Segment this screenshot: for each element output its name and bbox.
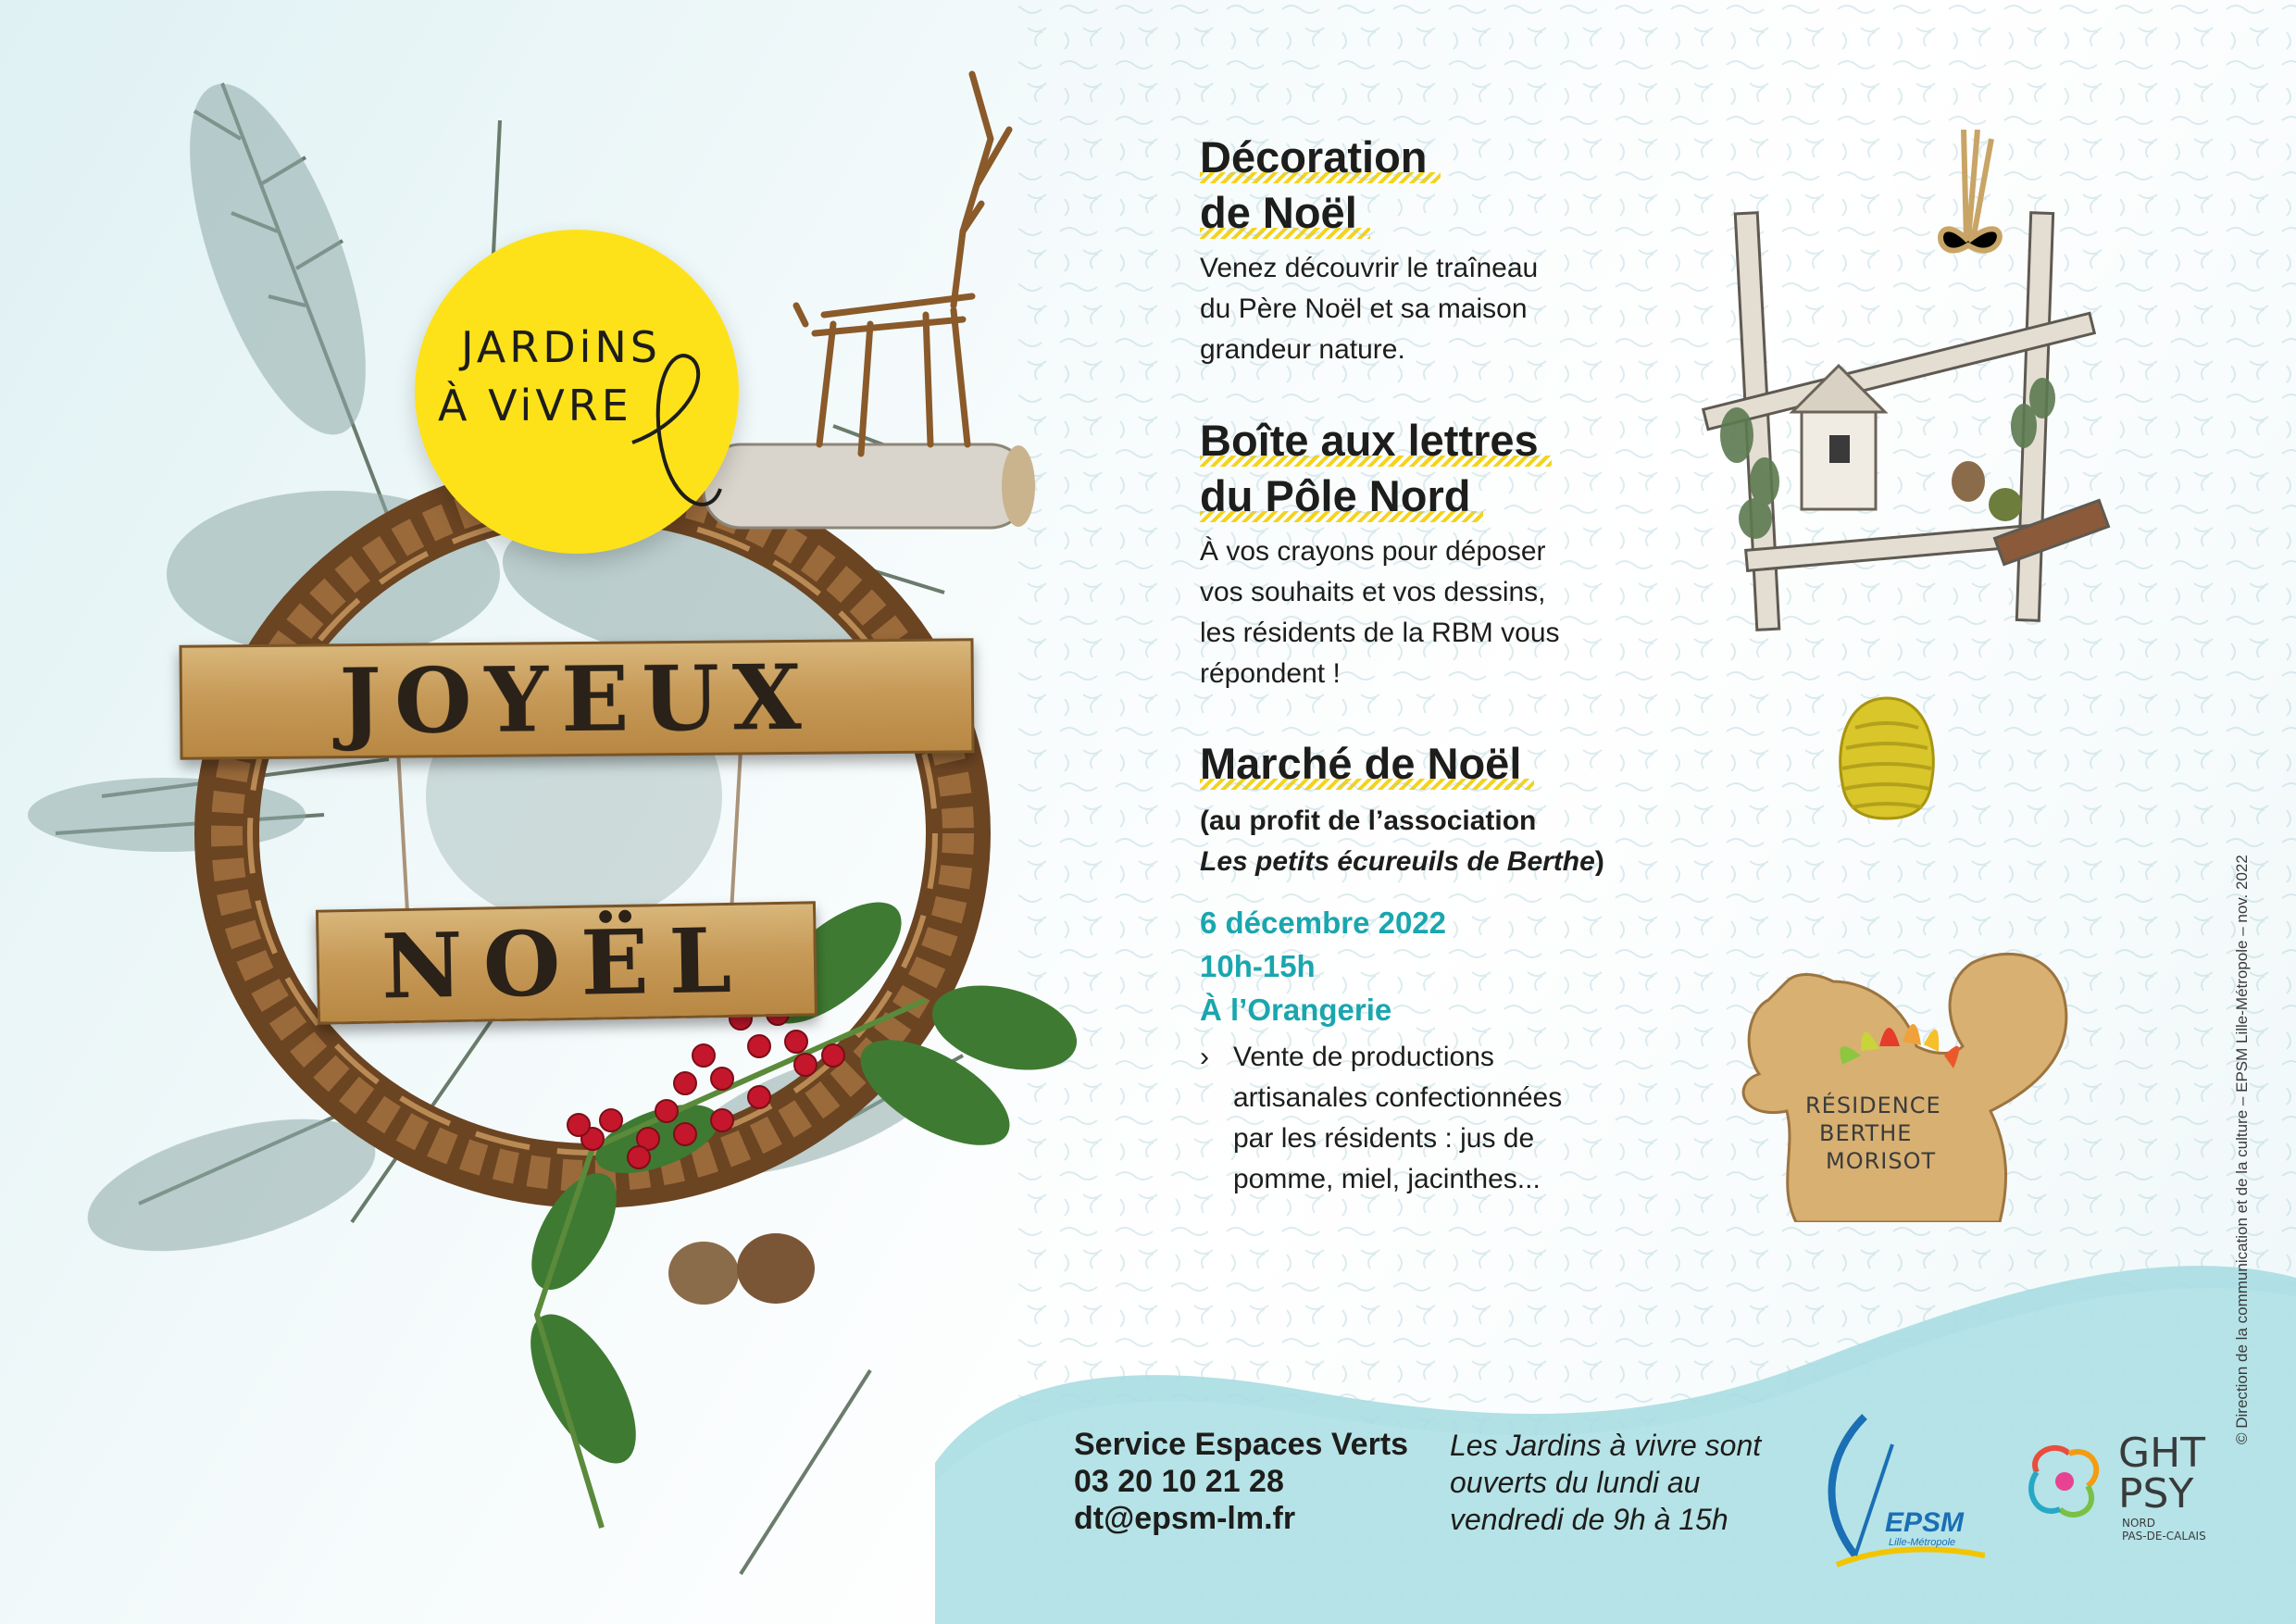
market-title xyxy=(1200,736,1718,792)
squirrel-sign-line3: MORISOT xyxy=(1826,1148,1937,1174)
epsm-logo-name: EPSM xyxy=(1885,1507,1965,1538)
logo-loop-icon xyxy=(628,341,730,526)
birch-frame-decoration xyxy=(1691,130,2111,648)
epsm-logo xyxy=(1800,1407,1985,1574)
squirrel-sign xyxy=(1731,944,2083,1222)
decoration-title xyxy=(1200,130,1718,241)
decoration-title-line1: Décoration xyxy=(1200,130,1428,185)
contact-email[interactable]: dt@epsm-lm.fr xyxy=(1074,1501,1296,1536)
epsm-swoosh-icon xyxy=(1800,1407,1985,1574)
squirrel-shape-icon xyxy=(1731,944,2083,1222)
market-title-text: Marché de Noël xyxy=(1200,736,1521,792)
hours-line: vendredi de 9h à 15h xyxy=(1450,1503,1728,1536)
mailbox-title-line1: Boîte aux lettres xyxy=(1200,413,1539,468)
decoration-body-line: grandeur nature. xyxy=(1200,334,1405,365)
logo-line-1: JARDiNS xyxy=(461,322,661,372)
opening-hours xyxy=(1450,1427,1839,1538)
contact-phone[interactable]: 03 20 10 21 28 xyxy=(1074,1464,1284,1499)
squirrel-sign-line1: RÉSIDENCE xyxy=(1805,1093,1941,1118)
credit-text: © Direction de la communication et de la culture – EPSM Lille-Métropole – nov. 2022 xyxy=(2233,855,2251,1444)
squirrel-sign-line2: BERTHE xyxy=(1819,1120,1913,1146)
decoration-title-line2: de Noël xyxy=(1200,185,1357,241)
association-name: Les petits écureuils de Berthe xyxy=(1200,846,1595,877)
section-mailbox xyxy=(1200,413,1718,694)
logo-line-2: À ViVRE xyxy=(438,381,632,431)
chevron-right-icon: › xyxy=(1200,1042,1209,1072)
hours-line: ouverts du lundi au xyxy=(1450,1466,1701,1499)
market-when-where xyxy=(1200,901,1718,1031)
mailbox-title xyxy=(1200,413,1718,524)
ght-logo-line4: PAS-DE-CALAIS xyxy=(2122,1530,2206,1543)
market-bullet xyxy=(1200,1037,1718,1200)
sign-joyeux: JOYEUX xyxy=(179,638,974,759)
mailbox-body-line: répondent ! xyxy=(1200,658,1341,689)
market-subtitle-close: ) xyxy=(1594,846,1604,877)
contact-name: Service Espaces Verts xyxy=(1074,1427,1409,1462)
ght-psy-logo xyxy=(2018,1426,2240,1543)
market-place: À l’Orangerie xyxy=(1200,993,1392,1027)
ght-psy-mark-icon xyxy=(2018,1435,2111,1528)
market-bullet-line: artisanales confectionnées xyxy=(1233,1082,1563,1113)
mailbox-title-line2: du Pôle Nord xyxy=(1200,468,1470,524)
ght-logo-line1: GHT xyxy=(2118,1430,2206,1477)
mailbox-body-line: vos souhaits et vos dessins, xyxy=(1200,577,1546,607)
beeswax-candle xyxy=(1835,691,1939,820)
market-subtitle-line1: (au profit de l’association xyxy=(1200,806,1537,836)
section-market xyxy=(1200,736,1718,1200)
market-date: 6 décembre 2022 xyxy=(1200,906,1447,940)
contact-block xyxy=(1074,1426,1408,1537)
mailbox-body-line: À vos crayons pour déposer xyxy=(1200,536,1546,567)
hours-line: Les Jardins à vivre sont xyxy=(1450,1429,1762,1462)
market-bullet-line: pomme, miel, jacinthes... xyxy=(1233,1164,1541,1194)
decoration-body xyxy=(1200,248,1718,370)
mailbox-body xyxy=(1200,531,1718,694)
epsm-logo-sub: Lille-Métropole xyxy=(1889,1537,1956,1548)
ght-logo-line2: PSY xyxy=(2118,1470,2194,1518)
decoration-body-line: Venez découvrir le traîneau xyxy=(1200,253,1539,283)
decoration-body-line: du Père Noël et sa maison xyxy=(1200,294,1528,324)
section-decoration xyxy=(1200,130,1718,370)
market-bullet-line: Vente de productions xyxy=(1233,1042,1494,1072)
jardins-a-vivre-logo xyxy=(415,230,739,554)
sign-noel: NOËL xyxy=(316,901,817,1024)
ght-logo-line3: NORD xyxy=(2122,1517,2155,1530)
mailbox-body-line: les résidents de la RBM vous xyxy=(1200,618,1560,648)
market-bullet-line: par les résidents : jus de xyxy=(1233,1123,1535,1154)
market-time: 10h-15h xyxy=(1200,949,1316,983)
market-subtitle xyxy=(1200,801,1718,882)
